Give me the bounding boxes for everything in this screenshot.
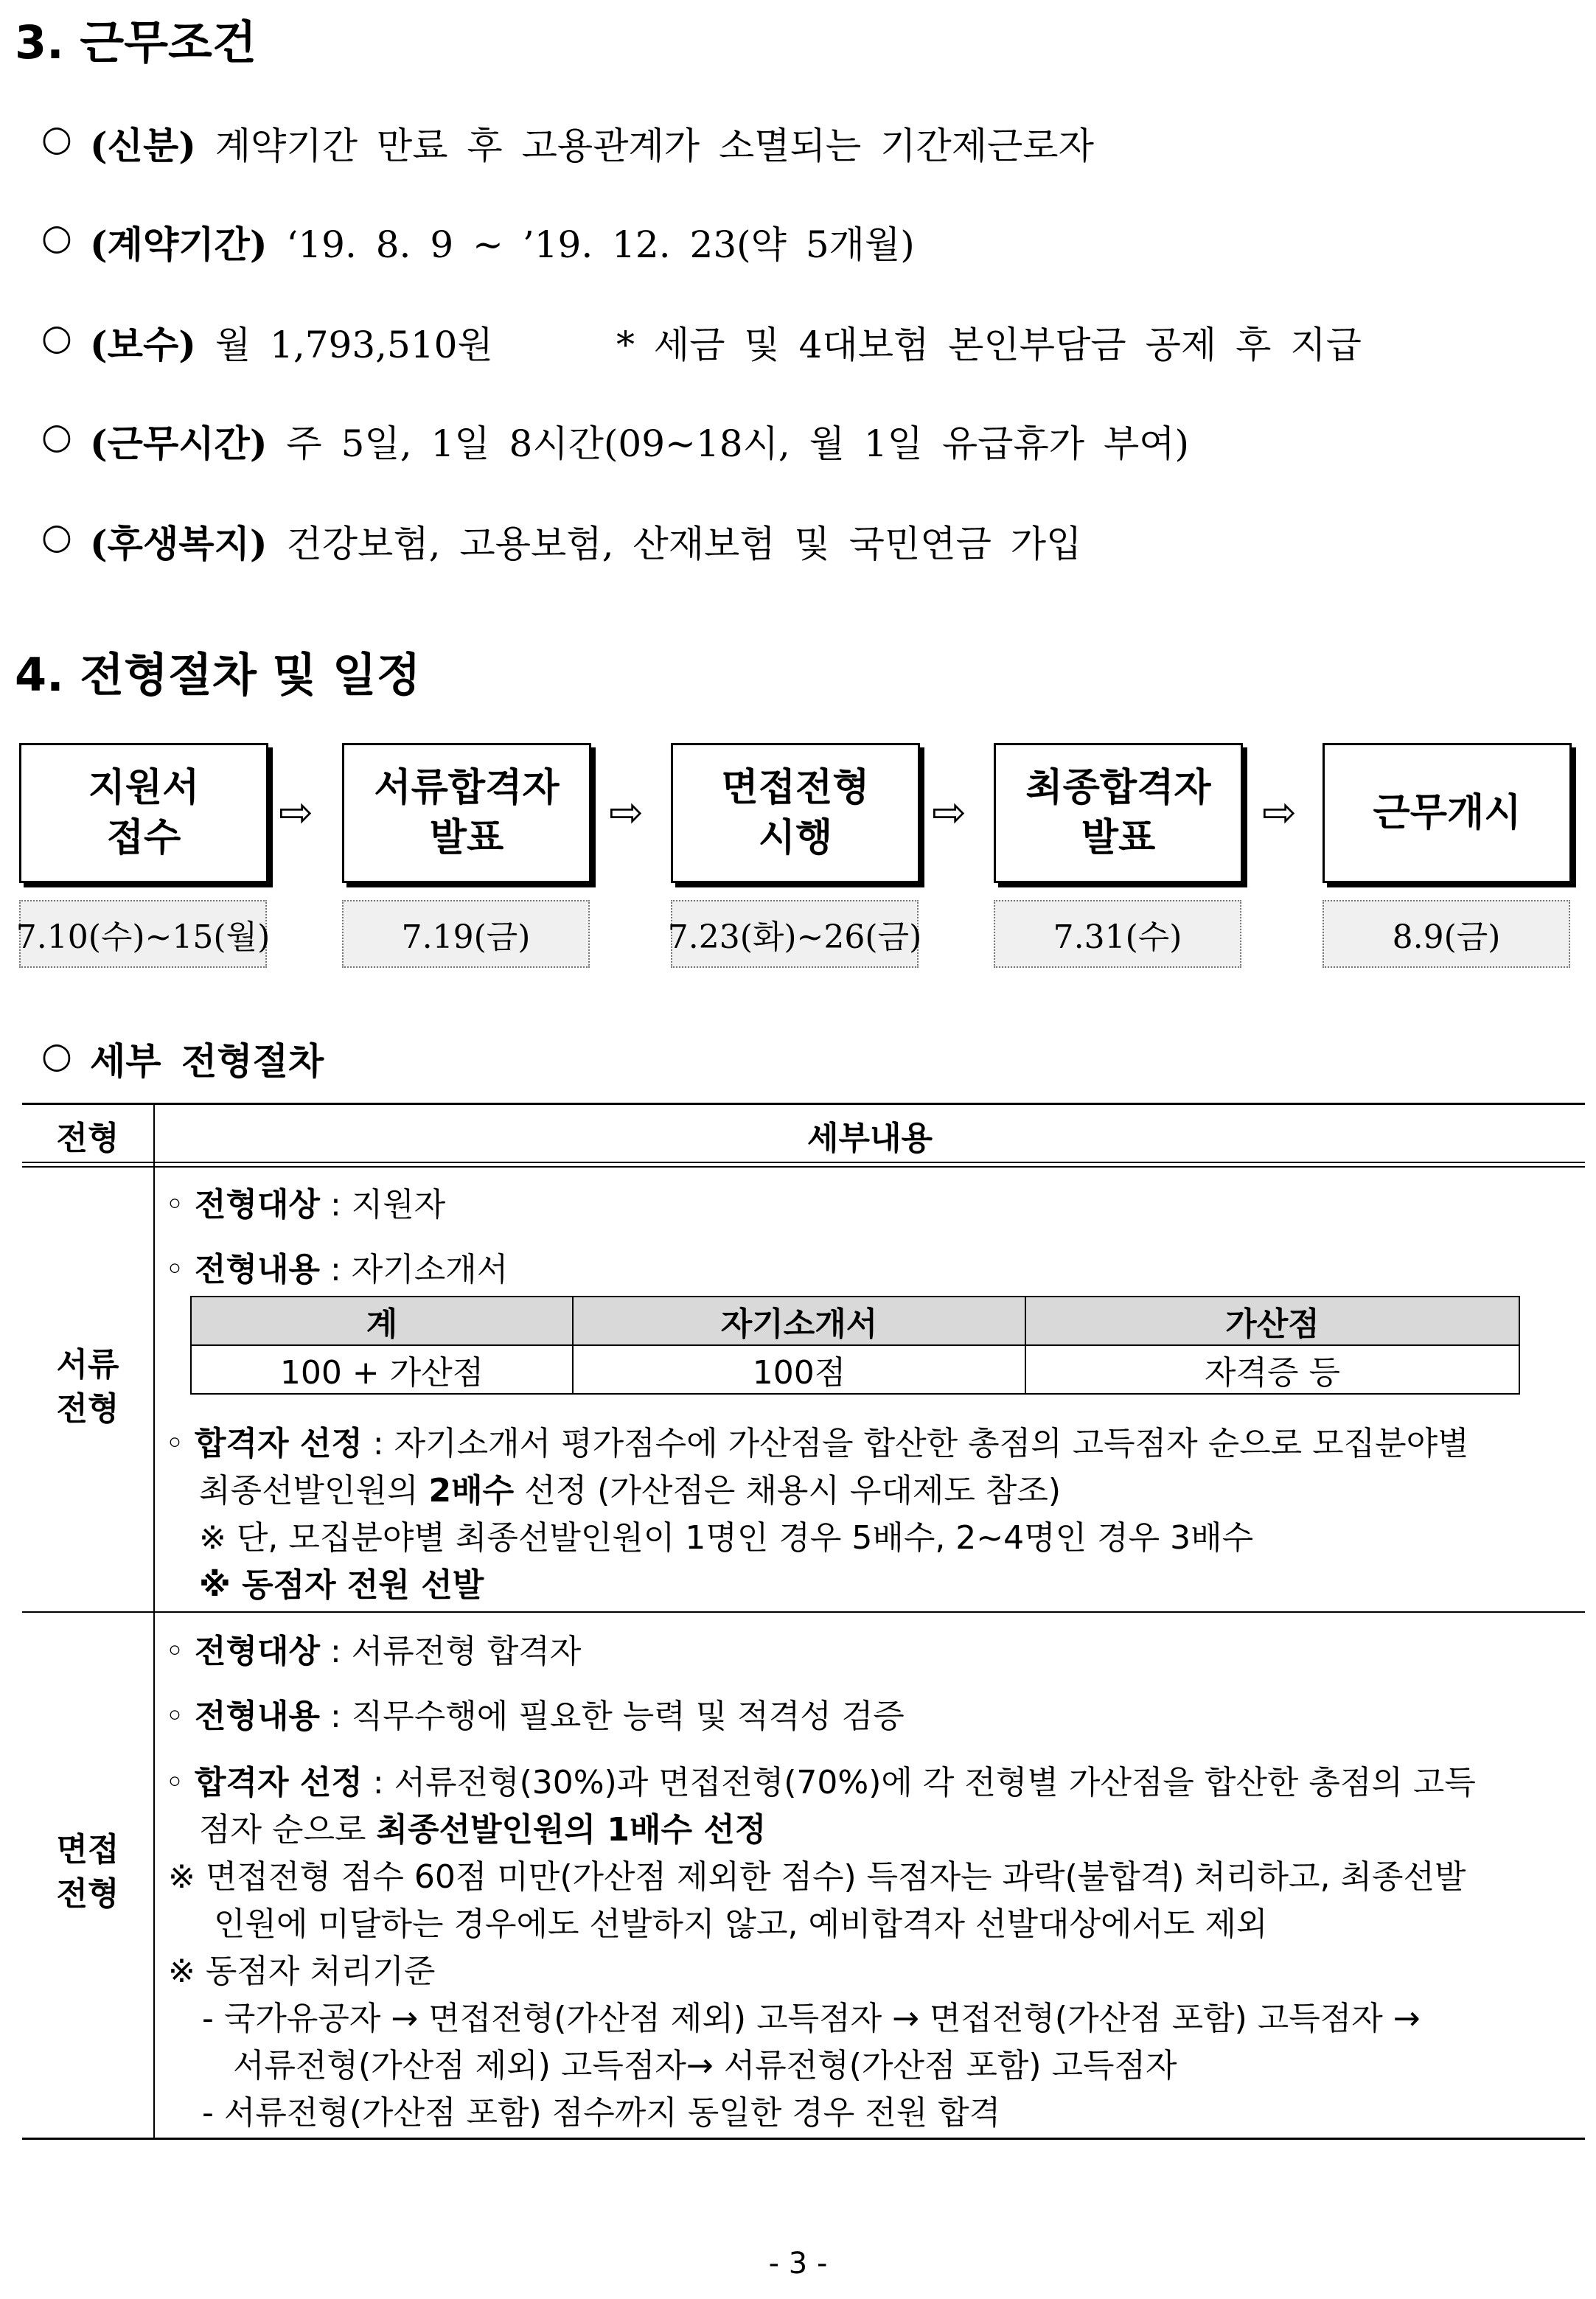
- step-box: 지원서 접수: [19, 743, 268, 883]
- right-arrow-icon: ⇨: [932, 789, 966, 837]
- item-welfare: (후생복지) 건강보험, 고용보험, 산재보험 및 국민연금 가입: [90, 522, 1082, 565]
- doc-note: ※ 단, 모집분야별 최종선발인원이 1명인 경우 5배수, 2~4명인 경우 3배수: [199, 1519, 1254, 1557]
- doc-note-bold: ※ 동점자 전원 선발: [199, 1566, 484, 1604]
- score-cell: 100 + 가산점: [191, 1345, 573, 1394]
- step-box: 근무개시: [1323, 743, 1572, 883]
- doc-selection-cont: 최종선발인원의 2배수 선정 (가산점은 채용시 우대제도 참조): [199, 1472, 1061, 1510]
- int-selection-cont: 점자 순으로 최종선발인원의 1배수 선정: [199, 1811, 767, 1849]
- salary-note: * 세금 및 4대보험 본인부담금 공제 후 지급: [616, 324, 1362, 366]
- bullet-circle: ○: [41, 118, 72, 159]
- bullet-circle: ○: [41, 217, 72, 258]
- doc-content: ◦ 전형내용 : 자기소개서: [165, 1251, 509, 1288]
- bullet-circle: ○: [41, 1035, 72, 1076]
- bullet-circle: ○: [41, 416, 72, 457]
- column-header-detail: 세부내용: [806, 1120, 933, 1157]
- item-work-hours: (근무시간) 주 5일, 1일 8시간(09~18시, 월 1일 유급휴가 부여): [90, 422, 1190, 465]
- item-contract-period: (계약기간) ‘19. 8. 9 ~ ’19. 12. 23(약 5개월): [90, 223, 915, 266]
- step-box: 서류합격자 발표: [342, 743, 591, 883]
- item-salary: (보수) 월 1,793,510원: [90, 323, 493, 366]
- int-tie-rule-cont: 서류전형(가산점 제외) 고득점자→ 서류전형(가산점 포함) 고득점자: [233, 2047, 1177, 2085]
- step-date: 7.19(금): [342, 900, 590, 968]
- step-box: 최종합격자 발표: [994, 743, 1243, 883]
- step-date: 8.9(금): [1323, 900, 1570, 968]
- score-header: 자기소개서: [573, 1297, 1025, 1345]
- int-tie-rule: - 국가유공자 → 면접전형(가산점 제외) 고득점자 → 면접전형(가산점 포함) 고득점자 →: [202, 2000, 1421, 2037]
- column-header-stage: 전형: [56, 1120, 119, 1157]
- score-cell: 자격증 등: [1025, 1345, 1519, 1394]
- score-table: [190, 1296, 1520, 1395]
- right-arrow-icon: ⇨: [609, 789, 644, 837]
- step-date: 7.31(수): [994, 900, 1241, 968]
- step-date: 7.10(수)~15(월): [19, 900, 267, 968]
- int-note-cont: 인원에 미달하는 경우에도 선발하지 않고, 예비합격자 선발대상에서도 제외: [214, 1905, 1268, 1943]
- int-tie-title: ※ 동점자 처리기준: [168, 1953, 436, 1990]
- score-header: 가산점: [1025, 1297, 1519, 1345]
- bullet-circle: ○: [41, 516, 72, 557]
- right-arrow-icon: ⇨: [279, 789, 313, 837]
- stage-interview: 면접 전형: [56, 1831, 119, 1913]
- score-header: 계: [191, 1297, 573, 1345]
- step-date: 7.23(화)~26(금): [671, 900, 919, 968]
- stage-document: 서류 전형: [56, 1346, 119, 1428]
- score-cell: 100점: [573, 1345, 1025, 1394]
- detail-title: 세부 전형절차: [90, 1039, 324, 1083]
- bullet-circle: ○: [41, 317, 72, 358]
- int-content: ◦ 전형내용 : 직무수행에 필요한 능력 및 적격성 검증: [165, 1698, 905, 1735]
- int-selection: ◦ 합격자 선정 : 서류전형(30%)과 면접전형(70%)에 각 전형별 가산점을 합산한 총점의 고득: [165, 1764, 1476, 1801]
- int-target: ◦ 전형대상 : 서류전형 합격자: [165, 1633, 582, 1670]
- doc-selection: ◦ 합격자 선정 : 자기소개서 평가점수에 가산점을 합산한 총점의 고득점자 순으로 모집분야별: [165, 1425, 1469, 1462]
- section3-title: 3. 근무조건: [15, 15, 257, 69]
- doc-target: ◦ 전형대상 : 지원자: [165, 1186, 446, 1224]
- page-number: - 3 -: [768, 2247, 828, 2281]
- item-status: (신분) 계약기간 만료 후 고용관계가 소멸되는 기간제근로자: [90, 124, 1094, 167]
- step-box: 면접전형 시행: [671, 743, 920, 883]
- right-arrow-icon: ⇨: [1262, 789, 1297, 837]
- section4-title: 4. 전형절차 및 일정: [15, 648, 421, 702]
- int-tie-rule: - 서류전형(가산점 포함) 점수까지 동일한 경우 전원 합격: [202, 2094, 1001, 2132]
- int-note: ※ 면접전형 점수 60점 미만(가산점 제외한 점수) 득점자는 과락(불합격) 처리하고, 최종선발: [168, 1858, 1466, 1896]
